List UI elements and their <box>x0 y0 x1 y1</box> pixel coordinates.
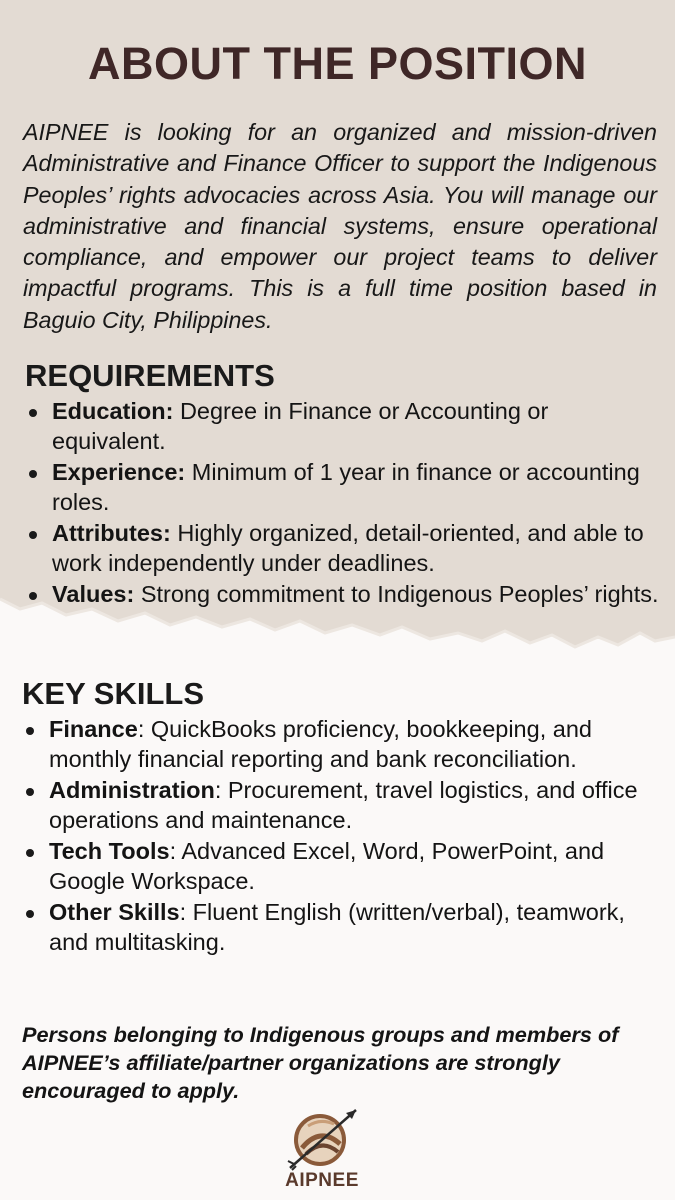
list-item <box>26 458 666 517</box>
woven-basket-arrow-icon <box>284 1104 360 1172</box>
bullet-icon <box>29 592 37 600</box>
aipnee-logo <box>272 1104 372 1200</box>
list-item <box>23 776 668 835</box>
requirements-list <box>26 397 666 612</box>
item-label: Administration <box>49 777 215 803</box>
key-skills-list <box>23 715 668 959</box>
key-skills-heading: KEY SKILLS <box>22 676 205 711</box>
page-title: ABOUT THE POSITION <box>87 38 587 89</box>
list-item <box>23 715 668 774</box>
item-text: : Advanced Excel, Word, PowerPoint, and Google Workspace. <box>49 838 605 894</box>
logo-text: AIPNEE <box>285 1170 359 1191</box>
bullet-icon <box>29 470 37 478</box>
bullet-icon <box>26 788 34 796</box>
list-item <box>23 837 668 896</box>
item-label: Experience: <box>52 459 186 485</box>
item-text: Degree in Finance or Accounting or equivalent. <box>52 398 549 454</box>
list-item <box>23 898 668 957</box>
item-label: Values: <box>52 581 135 607</box>
item-text: Strong commitment to Indigenous Peoples’ rights. <box>134 581 659 607</box>
item-text: : Fluent English (written/verbal), teamwork, and multitasking. <box>49 899 625 955</box>
item-label: Other Skills <box>49 899 180 925</box>
list-item <box>26 397 666 456</box>
bullet-icon <box>26 727 34 735</box>
list-item <box>26 580 666 610</box>
item-text: : QuickBooks proficiency, bookkeeping, and monthly financial reporting and bank reconciliation. <box>49 716 592 772</box>
bullet-icon <box>29 409 37 417</box>
bullet-icon <box>26 910 34 918</box>
requirements-heading: REQUIREMENTS <box>25 358 275 393</box>
item-label: Tech Tools <box>49 838 170 864</box>
item-label: Finance <box>49 716 138 742</box>
encouragement-note: Persons belonging to Indigenous groups and members of AIPNEE’s affiliate/partner organizations are strongly encouraged to apply. <box>22 1022 619 1103</box>
item-text: : Procurement, travel logistics, and office operations and maintenance. <box>49 777 638 833</box>
item-label: Attributes: <box>52 520 171 546</box>
item-text: Highly organized, detail-oriented, and able to work independently under deadlines. <box>52 520 644 576</box>
item-label: Education: <box>52 398 174 424</box>
bullet-icon <box>29 531 37 539</box>
list-item <box>26 519 666 578</box>
item-text: Minimum of 1 year in finance or accounting roles. <box>52 459 640 515</box>
intro-paragraph: AIPNEE is looking for an organized and mission-driven Administrative and Finance Officer to support the Indigenous Peoples’ rights advocacies across Asia. You will manage our administrative and financial systems, ensure operational compliance, and empower our project teams to deliver impactful programs. This is a full time position based in Baguio City, Philippines. <box>23 119 657 333</box>
bullet-icon <box>26 849 34 857</box>
